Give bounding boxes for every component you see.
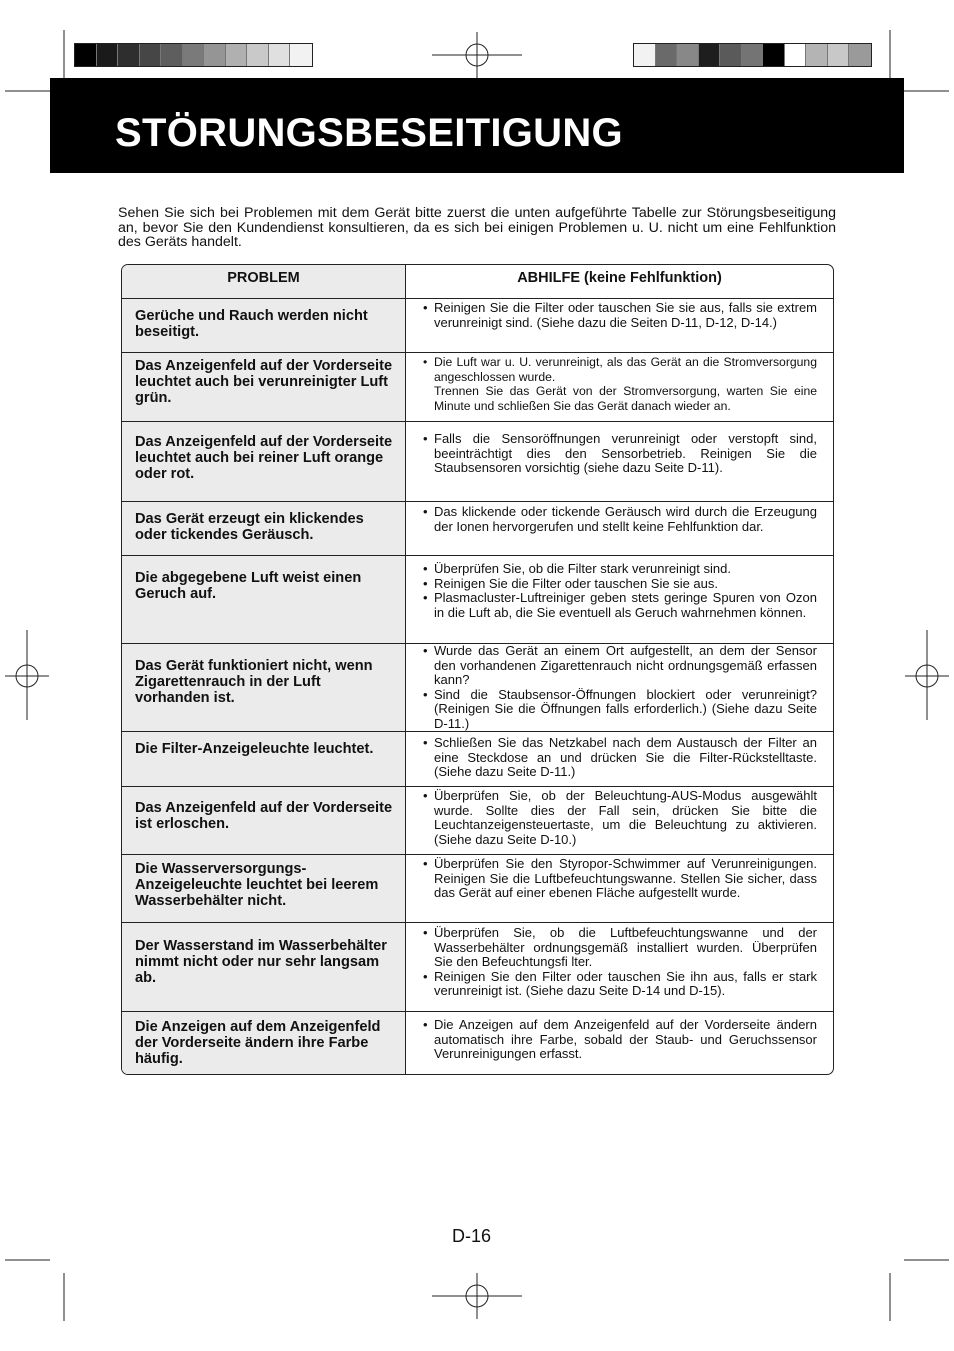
color-swatch (161, 44, 183, 66)
remedy-list (423, 857, 817, 901)
remedy-item: • Das klickende oder tickende Geräusch wird durch die Erzeugung der Ionen hervorgerufen und stellt keine Fehlfunktion dar. (423, 505, 817, 534)
remedy-list (423, 505, 817, 534)
remedy-item: Trennen Sie das Gerät von der Stromversorgung, warten Sie eine Minute und schließen Sie das Gerät danach wieder an. (434, 384, 817, 413)
color-swatch (290, 44, 312, 66)
table-row (122, 854, 833, 922)
remedy-item: • Reinigen Sie die Filter oder tauschen Sie sie aus, falls sie extrem verunreinigt sind. (Siehe dazu die Seiten D-11, D-12, D-14.) (423, 301, 817, 330)
remedy-cell (406, 353, 833, 421)
color-swatch (656, 44, 678, 66)
color-swatch (97, 44, 119, 66)
table-row (122, 298, 833, 352)
color-swatch (140, 44, 162, 66)
color-swatch (247, 44, 269, 66)
problem-text: Das Anzeigenfeld auf der Vorderseite leuchtet auch bei reiner Luft orange oder rot. (135, 434, 393, 482)
problem-text: Das Anzeigenfeld auf der Vorderseite leuchtet auch bei verunreinigter Luft grün. (135, 358, 393, 406)
problem-cell (122, 556, 406, 643)
color-calibration-bar-left (74, 43, 313, 67)
remedy-list (423, 562, 817, 620)
problem-text: Das Anzeigenfeld auf der Vorderseite ist erloschen. (135, 800, 393, 832)
remedy-list (423, 789, 817, 847)
color-swatch (634, 44, 656, 66)
problem-cell (122, 502, 406, 555)
color-swatch (720, 44, 742, 66)
color-calibration-bar-right (633, 43, 872, 67)
remedy-item: • Wurde das Gerät an einem Ort aufgestellt, an dem der Sensor den vorhandenen Zigarettenrauch nicht ordnungsgemäß erfassen kann? (423, 644, 817, 688)
table-row (122, 501, 833, 555)
header-cell-problem (122, 265, 406, 298)
remedy-item: • Sind die Staubsensor-Öffnungen blockiert oder verunreinigt? (Reinigen Sie die Öffnungen falls erforderlich.) (Siehe dazu Seite D-11.) (423, 688, 817, 732)
remedy-cell (406, 732, 833, 786)
problem-text: Das Gerät funktioniert nicht, wenn Zigarettenrauch in der Luft vorhanden ist. (135, 658, 373, 706)
remedy-cell (406, 644, 833, 731)
remedy-item: • Reinigen Sie die Filter oder tauschen Sie sie aus. (423, 577, 817, 592)
problem-text: Die Wasserversorgungs-Anzeigeleuchte leuchtet bei leerem Wasserbehälter nicht. (135, 861, 379, 909)
problem-cell (122, 787, 406, 854)
remedy-item: • Falls die Sensoröffnungen verunreinigt oder verstopft sind, beeinträchtigt dies den Sensorbetrieb. Reinigen Sie die Staubsensoren vorsichtig (siehe dazu Seite D-11). (423, 432, 817, 476)
remedy-cell (406, 299, 833, 352)
color-swatch (269, 44, 291, 66)
remedy-list (423, 736, 817, 780)
remedy-cell (406, 422, 833, 501)
problem-text: Gerüche und Rauch werden nicht beseitigt. (135, 308, 368, 340)
page-title: STÖRUNGSBESEITIGUNG (115, 111, 623, 155)
remedy-cell (406, 1012, 833, 1075)
table-row (122, 643, 833, 731)
problem-cell (122, 422, 406, 501)
problem-cell (122, 353, 406, 421)
column-header-remedy: ABHILFE (keine Fehlfunktion) (517, 270, 722, 286)
table-row (122, 1011, 833, 1075)
problem-cell (122, 644, 406, 731)
color-swatch (763, 44, 785, 66)
color-swatch (806, 44, 828, 66)
remedy-list (423, 926, 817, 999)
color-swatch (742, 44, 764, 66)
remedy-list (423, 644, 817, 731)
problem-text: Die abgegebene Luft weist einen Geruch auf. (135, 570, 362, 602)
page-number: D-16 (452, 1226, 492, 1246)
color-swatch (699, 44, 721, 66)
problem-text: Die Anzeigen auf dem Anzeigenfeld der Vorderseite ändern ihre Farbe häufig. (135, 1019, 381, 1067)
column-header-problem: PROBLEM (227, 270, 300, 286)
intro-paragraph: Sehen Sie sich bei Problemen mit dem Gerät bitte zuerst die unten aufgeführte Tabelle zur Störungsbeseitigung an, bevor Sie den Kundendienst konsultieren, da es sich bei einigen Problemen u. U. nicht um eine Fehlfunktion des Geräts handelt. (118, 205, 836, 250)
remedy-item: • Die Luft war u. U. verunreinigt, als das Gerät an die Stromversorgung angeschlossen wurde. (423, 355, 817, 384)
remedy-item: • Überprüfen Sie, ob der Beleuchtung-AUS-Modus ausgewählt wurde. Sollte dies der Fall sein, drücken Sie bitte die Leuchtanzeigensteuertaste, um die Beleuchtung zu aktivieren. (Siehe dazu Seite D-10.) (423, 789, 817, 847)
remedy-item: • Überprüfen Sie den Styropor-Schwimmer auf Verunreinigungen. Reinigen Sie die Luftbefeuchtungswanne. Stellen Sie sicher, dass das Gerät auf einer ebenen Fläche aufgestellt wurde. (423, 857, 817, 901)
table-row (122, 352, 833, 421)
table-row (122, 786, 833, 854)
color-swatch (183, 44, 205, 66)
remedy-cell (406, 923, 833, 1011)
remedy-item: • Schließen Sie das Netzkabel nach dem Austausch der Filter an eine Steckdose an und drücken Sie die Filter-Rückstelltaste. (Siehe dazu Seite D-11.) (423, 736, 817, 780)
problem-cell (122, 732, 406, 786)
remedy-item: • Die Anzeigen auf dem Anzeigenfeld auf der Vorderseite ändern automatisch ihre Farbe, sobald der Staub- und Geruchssensor Verunreinigungen erfasst. (423, 1018, 817, 1062)
color-swatch (226, 44, 248, 66)
table-row (122, 922, 833, 1011)
problem-cell (122, 299, 406, 352)
remedy-list (423, 1018, 817, 1062)
remedy-cell (406, 787, 833, 854)
troubleshooting-table (121, 264, 834, 1075)
remedy-cell (406, 855, 833, 922)
color-swatch (849, 44, 871, 66)
color-swatch (677, 44, 699, 66)
color-swatch (118, 44, 140, 66)
remedy-cell (406, 556, 833, 643)
remedy-cell (406, 502, 833, 555)
remedy-list (423, 432, 817, 476)
problem-cell (122, 855, 406, 922)
remedy-list (423, 301, 817, 330)
problem-text: Die Filter-Anzeigeleuchte leuchtet. (135, 741, 374, 757)
problem-text: Der Wasserstand im Wasserbehälter nimmt nicht oder nur sehr langsam ab. (135, 938, 387, 986)
problem-text: Das Gerät erzeugt ein klickendes oder tickendes Geräusch. (135, 511, 364, 543)
table-row (122, 731, 833, 786)
remedy-item: • Reinigen Sie den Filter oder tauschen Sie ihn aus, falls er stark verunreinigt ist. (Siehe dazu Seite D-14 und D-15). (423, 970, 817, 999)
table-row (122, 421, 833, 501)
color-swatch (785, 44, 807, 66)
remedy-list (423, 355, 817, 413)
remedy-item: • Überprüfen Sie, ob die Luftbefeuchtungswanne und der Wasserbehälter ordnungsgemäß installiert wurden. Überprüfen Sie den Befeuchtungsfi lter. (423, 926, 817, 970)
table-row (122, 555, 833, 643)
remedy-item: • Überprüfen Sie, ob die Filter stark verunreinigt sind. (423, 562, 817, 577)
table-header-row (122, 265, 833, 298)
remedy-item: • Plasmacluster-Luftreiniger geben stets geringe Spuren von Ozon in die Luft ab, die Sie eventuell als Geruch wahrnehmen können. (423, 591, 817, 620)
header-cell-remedy (406, 265, 833, 298)
color-swatch (204, 44, 226, 66)
color-swatch (828, 44, 850, 66)
color-swatch (75, 44, 97, 66)
problem-cell (122, 923, 406, 1011)
problem-cell (122, 1012, 406, 1075)
